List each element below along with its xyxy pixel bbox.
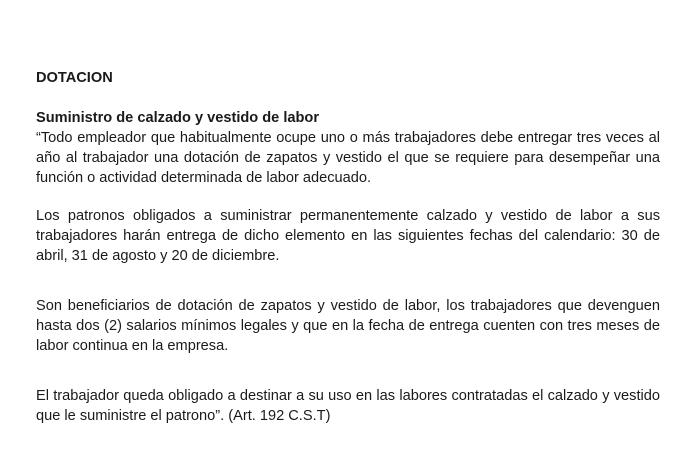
paragraph-4: El trabajador queda obligado a destinar a su uso en las labores contratadas el calzado y vestido que le suministre el patrono”. (Art. 192 C.S.T) [36,388,660,424]
paragraph-2: Los patronos obligados a suministrar permanentemente calzado y vestido de labor a sus trabajadores harán entrega de dicho elemento en las siguientes fechas del calendario: 30 de abril, 31 de agosto y 20 de diciembre. [36,208,660,264]
document-body [36,68,660,426]
spacer [36,356,660,386]
document-heading: DOTACION [36,70,113,86]
spacer [36,188,660,206]
spacer [36,88,660,108]
paragraph-1: “Todo empleador que habitualmente ocupe uno o más trabajadores debe entregar tres veces al año al trabajador una dotación de zapatos y vestido el que se requiere para desempeñar una función o actividad determinada de labor adecuado. [36,130,660,186]
paragraph-3: Son beneficiarios de dotación de zapatos y vestido de labor, los trabajadores que devenguen hasta dos (2) salarios mínimos legales y que en la fecha de entrega cuenten con tres meses de labor continua en la empresa. [36,298,660,354]
spacer [36,266,660,296]
section-subheading: Suministro de calzado y vestido de labor [36,110,320,126]
